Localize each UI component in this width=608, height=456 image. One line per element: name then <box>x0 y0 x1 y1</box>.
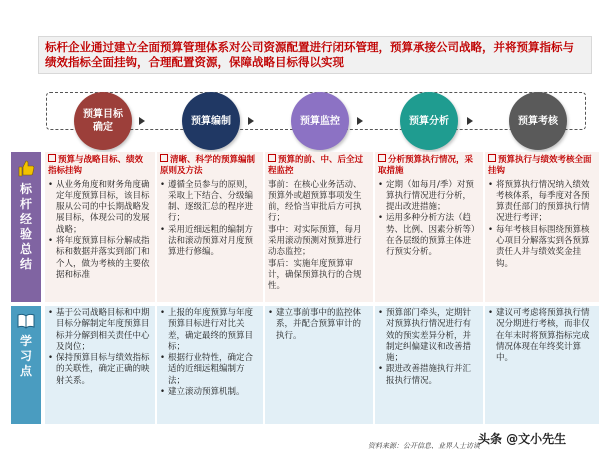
learning-item: • 根据行业特性，确定合适的近细远粗编制方法； <box>168 353 258 387</box>
learning-item: • 预算部门牵头，定期针对预算执行情况进行有效的预实差异分析，并制定纠偏建议和改善措施； <box>386 308 478 364</box>
benchmark-col-title: 预算的前、中、后全过程监控 <box>268 155 364 177</box>
flow-arrow-icon <box>248 117 254 125</box>
summary-header <box>38 36 592 74</box>
learning-item: • 建立滚动预算机制。 <box>168 387 258 398</box>
learning-side-label <box>11 306 41 424</box>
flow-step-budget-monitoring: 预算监控 <box>291 92 349 150</box>
learning-item: • 保持预算目标与绩效指标的关联性，确定正确的映射关系。 <box>56 353 150 387</box>
benchmark-col-compilation <box>155 152 261 302</box>
learning-item: • 基于公司战略目标和中期目标分解制定年度预算目标并分解到相关责任中心及岗位； <box>56 308 150 353</box>
benchmark-line: 事前：在核心业务活动、预算外或超预算事项发生前，经恰当审批后方可执行； <box>268 179 362 224</box>
flow-arrow-icon <box>139 117 145 125</box>
source-note: 资料来源：公开信息、业界人士访谈 <box>368 442 480 450</box>
benchmark-col-assessment <box>483 152 599 302</box>
book-icon <box>16 312 36 330</box>
benchmark-col-title: 预算执行与绩效考核全面挂钩 <box>488 155 592 177</box>
learning-item: • 建议可考虑将预算执行情况分期进行考核，而非仅在年末时将预算指标完成情况体现在年终奖计算中。 <box>496 308 596 364</box>
benchmark-line: 事后：实施年度预算审计，确保预算执行的合规性。 <box>268 258 362 292</box>
learning-panel <box>45 306 599 424</box>
benchmark-item: • 将年度预算目标分解成指标和数据并落实到部门和个人，做为考核的主要依据和标准 <box>56 236 150 281</box>
flow-arrow-icon <box>467 117 473 125</box>
learning-col-assessment <box>483 306 599 424</box>
benchmark-item: • 每年考核目标围绕预算核心项目分解落实到各预算责任人并与绩效奖金挂钩。 <box>496 225 596 270</box>
learning-side-text: 学习点 <box>19 334 32 378</box>
learning-item: • 建立事前事中的监控体系，并配合预算审计的执行。 <box>276 308 368 342</box>
flow-step-budget-analysis: 预算分析 <box>400 92 458 150</box>
benchmark-item: • 遵循全员参与的原则，采取上下结合、分级编制、逐级汇总的程序进行； <box>168 180 258 225</box>
learning-col-analysis <box>373 306 481 424</box>
benchmark-item: • 采用近细远粗的编制方法和滚动预算对月度预算进行修编。 <box>168 225 258 259</box>
benchmark-panel <box>45 152 599 302</box>
benchmark-line: 事中：对实际预算，每月采用滚动预测对预算进行动态监控； <box>268 224 362 258</box>
thumbs-up-icon <box>16 158 36 178</box>
learning-item: • 上报的年度预算与年度预算目标进行对比关差，确定最终的预算目标； <box>168 308 258 353</box>
learning-col-monitoring <box>263 306 371 424</box>
benchmark-col-analysis <box>373 152 481 302</box>
benchmark-col-monitoring <box>263 152 371 302</box>
learning-item: • 跟进改善措施执行并汇报执行情况。 <box>386 364 478 387</box>
benchmark-col-title: 清晰、科学的预算编制原则及方法 <box>160 155 256 177</box>
benchmark-item: • 运用多种分析方法（趋势、比例、因素分析等）在各层级的预算主体进行预实分析。 <box>386 213 478 258</box>
benchmark-item: • 定期（如每月/季）对预算执行情况进行分析，提出改进措施； <box>386 180 478 214</box>
flow-step-budget-assessment: 预算考核 <box>509 92 567 150</box>
benchmark-item: • 从业务角度和财务角度确定年度预算目标，该目标服从公司的中长期战略发展目标，体现公司的发展战略； <box>56 180 150 236</box>
benchmark-side-text: 标杆经验总结 <box>19 182 32 271</box>
flow-step-budget-target: 预算目标确定 <box>74 92 132 150</box>
learning-col-target <box>45 306 153 424</box>
flow-arrow-icon <box>357 117 363 125</box>
benchmark-side-label <box>11 152 41 302</box>
benchmark-item: • 将预算执行情况纳入绩效考核体系，每季度对各预算责任部门的预算执行情况进行考评； <box>496 180 596 225</box>
learning-col-compilation <box>155 306 261 424</box>
summary-header-text: 标杆企业通过建立全面预算管理体系对公司资源配置进行闭环管理，预算承接公司战略，并将预算指标与绩效指标全面挂钩，合理配置资源，保障战略目标得以实现 <box>45 40 574 69</box>
benchmark-col-title: 预算与战略目标、绩效指标挂钩 <box>48 155 144 177</box>
benchmark-col-title: 分析预算执行情况，采取措施 <box>378 155 474 177</box>
watermark: 头条 @文小先生 <box>478 432 567 446</box>
flow-step-budget-compilation: 预算编制 <box>182 92 240 150</box>
benchmark-col-target <box>45 152 153 302</box>
